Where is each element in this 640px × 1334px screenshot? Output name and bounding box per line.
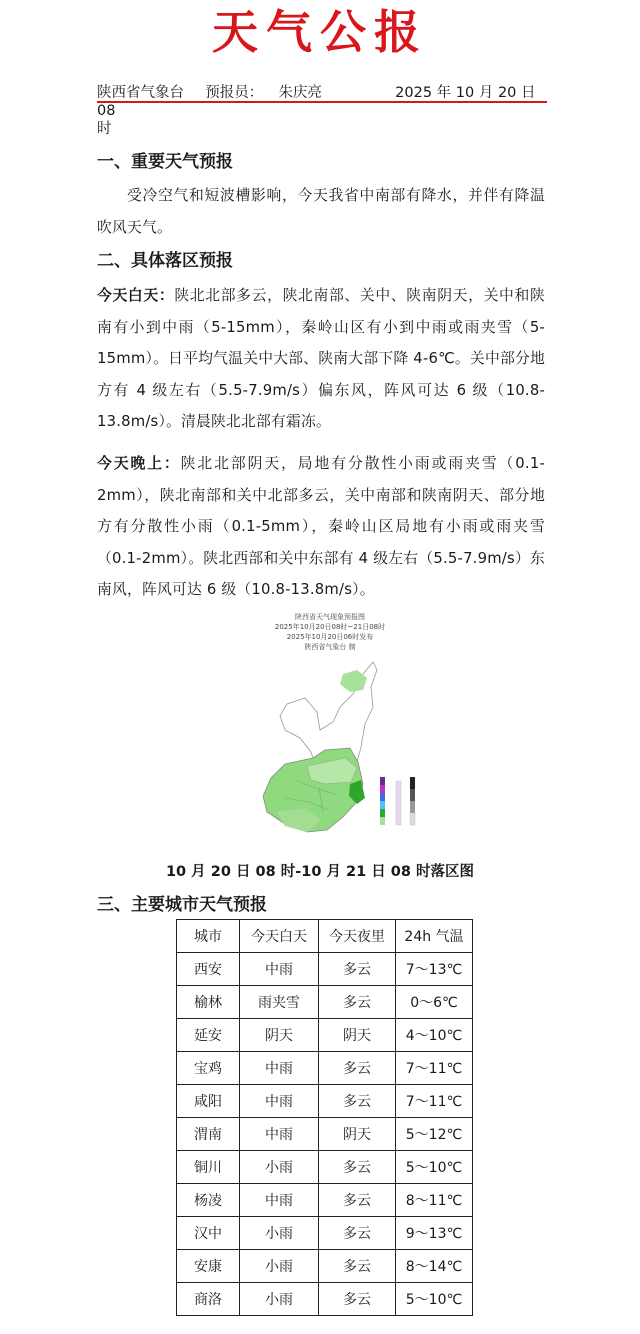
map-title-line: 2025年10月20日08时~21日08时 (274, 623, 386, 631)
temp-cell: 4～10℃ (396, 1019, 473, 1052)
city-cell: 延安 (177, 1019, 240, 1052)
header-city: 城市 (177, 920, 240, 953)
night-weather-cell: 多云 (319, 1283, 396, 1316)
map-title-line: 陕西省气象台 制 (304, 643, 356, 651)
header-night: 今天夜里 (319, 920, 396, 953)
map-title-line: 陕西省天气现象预报图 (295, 613, 365, 621)
important-forecast-text: 受冷空气和短波槽影响，今天我省中南部有降水，并伴有降温吹风天气。 (97, 187, 545, 236)
city-cell: 西安 (177, 953, 240, 986)
red-divider (97, 101, 547, 103)
day-weather-cell: 小雨 (240, 1250, 319, 1283)
day-weather-cell: 阴天 (240, 1019, 319, 1052)
map-caption: 10 月 20 日 08 时-10 月 21 日 08 时落区图 (165, 864, 475, 880)
map-north-green-patch (340, 670, 367, 692)
table-row (177, 1085, 473, 1118)
temp-cell: 7～11℃ (396, 1085, 473, 1118)
table-row (177, 1052, 473, 1085)
temp-cell: 5～10℃ (396, 1283, 473, 1316)
table-row (177, 986, 473, 1019)
map-legend (380, 777, 415, 825)
map-title-line: 2025年10月20日06时发布 (286, 633, 374, 641)
table-row (177, 1217, 473, 1250)
night-weather-cell: 多云 (319, 1250, 396, 1283)
night-lead: 今天晚上： (97, 455, 181, 472)
table-row (177, 1118, 473, 1151)
forecaster-label: 预报员： (205, 85, 264, 101)
issue-datetime-cont: 时 (97, 121, 112, 137)
day-weather-cell: 雨夹雪 (240, 986, 319, 1019)
weather-map (225, 612, 435, 848)
night-text: 陕北北部阴天，局地有分散性小雨或雨夹雪（0.1-2mm），陕北南部和关中北部多云，关中南部和陕南阴天、部分地方有分散性小雨（0.1-5mm），秦岭山区局地有小雨或雨夹雪（0.1-2mm）。陕北西部和关中东部有 4 级左右（5.5-7.9m/s）东南风，阵风可达 6 级（10.8-13.8m/s）。 (97, 455, 545, 598)
city-cell: 汉中 (177, 1217, 240, 1250)
day-weather-cell: 中雨 (240, 1184, 319, 1217)
day-weather-cell: 小雨 (240, 1217, 319, 1250)
city-cell: 杨凌 (177, 1184, 240, 1217)
temp-cell: 8～14℃ (396, 1250, 473, 1283)
night-weather-cell: 多云 (319, 1151, 396, 1184)
city-forecast-table (176, 919, 473, 1316)
city-cell: 咸阳 (177, 1085, 240, 1118)
issuing-office: 陕西省气象台 (97, 85, 184, 101)
night-weather-cell: 多云 (319, 1184, 396, 1217)
day-weather-cell: 中雨 (240, 953, 319, 986)
section-heading-cities: 三、主要城市天气预报 (97, 895, 267, 915)
day-weather-cell: 中雨 (240, 1052, 319, 1085)
temp-cell: 8～11℃ (396, 1184, 473, 1217)
daytime-forecast (97, 280, 545, 438)
night-weather-cell: 多云 (319, 1217, 396, 1250)
day-weather-cell: 小雨 (240, 1151, 319, 1184)
section-heading-important: 一、重要天气预报 (97, 152, 233, 172)
city-cell: 渭南 (177, 1118, 240, 1151)
header-temp: 24h 气温 (396, 920, 473, 953)
city-cell: 安康 (177, 1250, 240, 1283)
header-day: 今天白天 (240, 920, 319, 953)
temp-cell: 5～12℃ (396, 1118, 473, 1151)
section-heading-area: 二、具体落区预报 (97, 251, 233, 271)
city-cell: 榆林 (177, 986, 240, 1019)
city-cell: 铜川 (177, 1151, 240, 1184)
city-cell: 商洛 (177, 1283, 240, 1316)
masthead-title: 天气公报 (212, 5, 428, 59)
temp-cell: 7～11℃ (396, 1052, 473, 1085)
night-weather-cell: 多云 (319, 1052, 396, 1085)
night-weather-cell: 阴天 (319, 1118, 396, 1151)
night-weather-cell: 多云 (319, 953, 396, 986)
temp-cell: 9～13℃ (396, 1217, 473, 1250)
forecaster-name: 朱庆亮 (278, 85, 322, 101)
temp-cell: 5～10℃ (396, 1151, 473, 1184)
day-weather-cell: 小雨 (240, 1283, 319, 1316)
night-weather-cell: 阴天 (319, 1019, 396, 1052)
table-header-row (177, 920, 473, 953)
shaanxi-map-graphic (225, 612, 435, 848)
daytime-lead: 今天白天： (97, 287, 175, 304)
night-weather-cell: 多云 (319, 986, 396, 1019)
night-weather-cell: 多云 (319, 1085, 396, 1118)
temp-cell: 7～13℃ (396, 953, 473, 986)
day-weather-cell: 中雨 (240, 1085, 319, 1118)
city-cell: 宝鸡 (177, 1052, 240, 1085)
table-row (177, 1019, 473, 1052)
table-row (177, 1184, 473, 1217)
temp-cell: 0～6℃ (396, 986, 473, 1019)
table-row (177, 953, 473, 986)
day-weather-cell: 中雨 (240, 1118, 319, 1151)
daytime-text: 陕北北部多云，陕北南部、关中、陕南阴天，关中和陕南有小到中雨（5-15mm），秦岭山区有小到中雨或雨夹雪（5-15mm）。日平均气温关中大部、陕南大部下降 4-6℃。关中部分地方有 4 级左右（5.5-7.9m/s）偏东风，阵风可达 6 级（10.8-13.8m/s）。清晨陕北北部有霜冻。 (97, 287, 545, 430)
table-row (177, 1283, 473, 1316)
issue-datetime: 2025 年 10 月 20 日 08 (97, 85, 536, 119)
night-forecast (97, 448, 545, 606)
table-row (177, 1250, 473, 1283)
table-row (177, 1151, 473, 1184)
